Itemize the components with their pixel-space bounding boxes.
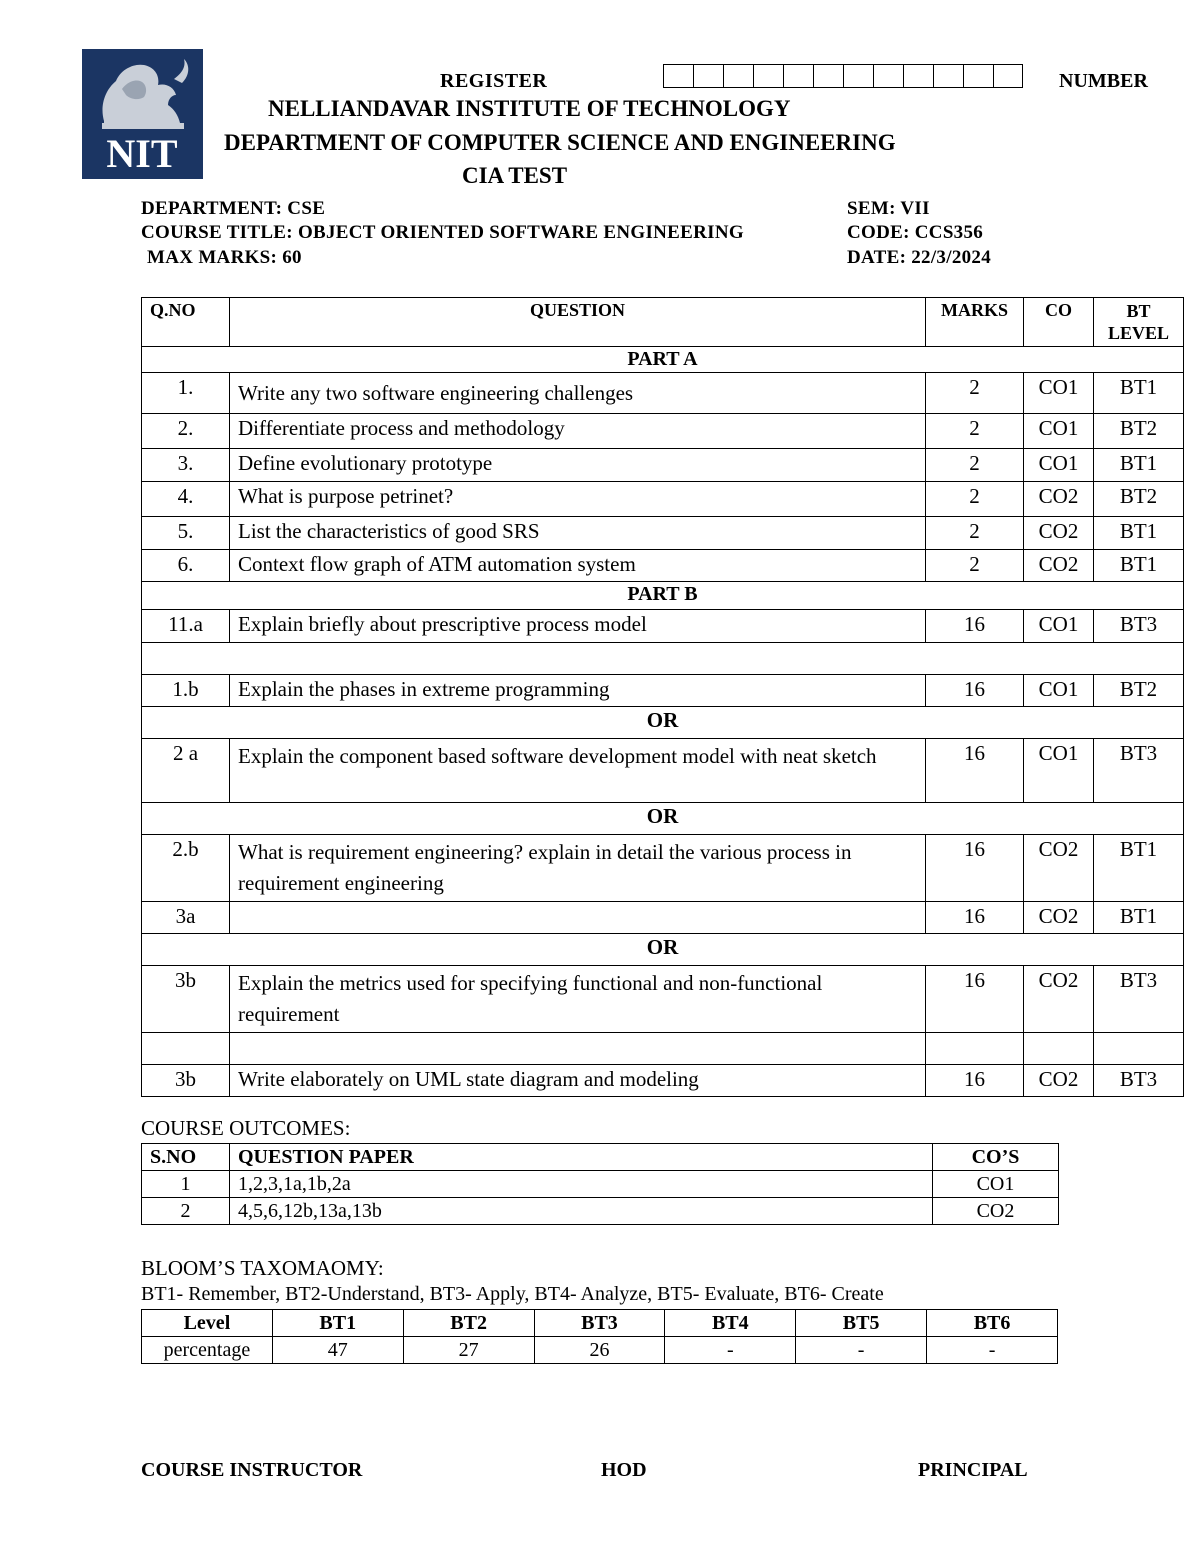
bl-header: BT3 xyxy=(534,1310,665,1337)
table-row xyxy=(142,550,1184,582)
or-label: OR xyxy=(142,707,1184,739)
bt-cell: BT1 xyxy=(1094,902,1184,934)
bt-cell: BT1 xyxy=(1094,449,1184,482)
marks-cell: 2 xyxy=(926,517,1024,550)
marks-cell: 16 xyxy=(926,902,1024,934)
bt-cell: BT3 xyxy=(1094,610,1184,643)
course-outcomes-title: COURSE OUTCOMES: xyxy=(141,1116,351,1140)
meta-sem: SEM: VII xyxy=(847,198,930,219)
marks-cell: 16 xyxy=(926,835,1024,902)
header-question: QUESTION xyxy=(230,298,926,347)
co-header-paper: QUESTION PAPER xyxy=(230,1144,933,1171)
co-cell: CO2 xyxy=(1024,966,1094,1033)
marks-cell: 16 xyxy=(926,675,1024,707)
marks-cell: 2 xyxy=(926,482,1024,517)
part-a-label: PART A xyxy=(142,347,1184,373)
register-digit-box[interactable] xyxy=(873,64,903,88)
question-cell: Differentiate process and methodology xyxy=(230,414,926,449)
co-paper-cell: 1,2,3,1a,1b,2a xyxy=(230,1171,933,1198)
or-label: OR xyxy=(142,934,1184,966)
blooms-description: BT1- Remember, BT2-Understand, BT3- Apply, BT4- Analyze, BT5- Evaluate, BT6- Create xyxy=(141,1283,884,1305)
table-row xyxy=(142,835,1184,902)
question-cell: Write any two software engineering challenges xyxy=(230,373,926,414)
co-sno-cell: 2 xyxy=(142,1198,230,1225)
marks-cell: 2 xyxy=(926,373,1024,414)
qno-cell: 5. xyxy=(142,517,230,550)
co-cell: CO2 xyxy=(1024,835,1094,902)
qno-cell: 4. xyxy=(142,482,230,517)
question-cell: What is requirement engineering? explain in detail the various process in requirement engineering xyxy=(230,835,926,902)
co-cell: CO1 xyxy=(1024,610,1094,643)
header-marks: MARKS xyxy=(926,298,1024,347)
table-row xyxy=(142,1198,1059,1225)
co-header-cos: CO’S xyxy=(933,1144,1059,1171)
meta-course-title: COURSE TITLE: OBJECT ORIENTED SOFTWARE ENGINEERING xyxy=(141,222,744,243)
blooms-table xyxy=(141,1309,1058,1364)
question-cell: Define evolutionary prototype xyxy=(230,449,926,482)
register-digit-box[interactable] xyxy=(843,64,873,88)
qno-cell: 1. xyxy=(142,373,230,414)
qno-cell: 11.a xyxy=(142,610,230,643)
bt-cell: BT2 xyxy=(1094,482,1184,517)
part-b-label: PART B xyxy=(142,582,1184,610)
qno-cell: 3b xyxy=(142,1065,230,1097)
institute-name: NELLIANDAVAR INSTITUTE OF TECHNOLOGY xyxy=(268,96,791,121)
signature-principal: PRINCIPAL xyxy=(918,1459,1028,1481)
qno-cell: 3a xyxy=(142,902,230,934)
bl-header: BT6 xyxy=(927,1310,1058,1337)
register-digit-box[interactable] xyxy=(933,64,963,88)
table-row xyxy=(142,902,1184,934)
course-outcomes-table xyxy=(141,1143,1059,1225)
marks-cell: 2 xyxy=(926,414,1024,449)
bt-cell: BT2 xyxy=(1094,414,1184,449)
bl-value: 27 xyxy=(403,1337,534,1364)
question-cell: List the characteristics of good SRS xyxy=(230,517,926,550)
table-row xyxy=(142,373,1184,414)
question-cell: Context flow graph of ATM automation system xyxy=(230,550,926,582)
table-row xyxy=(142,675,1184,707)
co-cell: CO2 xyxy=(1024,1065,1094,1097)
table-row xyxy=(142,739,1184,803)
marks-cell: 16 xyxy=(926,966,1024,1033)
question-cell: Explain the component based software development model with neat sketch xyxy=(230,739,926,803)
question-cell xyxy=(230,902,926,934)
co-cell: CO2 xyxy=(1024,550,1094,582)
header-bt-level: BT LEVEL xyxy=(1094,298,1184,347)
bl-value: - xyxy=(665,1337,796,1364)
marks-cell: 16 xyxy=(926,739,1024,803)
bl-header: BT2 xyxy=(403,1310,534,1337)
register-digit-box[interactable] xyxy=(963,64,993,88)
register-digit-box[interactable] xyxy=(723,64,753,88)
bl-header: Level xyxy=(142,1310,273,1337)
meta-code: CODE: CCS356 xyxy=(847,222,984,243)
co-sno-cell: 1 xyxy=(142,1171,230,1198)
questions-table xyxy=(141,297,1184,1097)
question-cell: Write elaborately on UML state diagram and modeling xyxy=(230,1065,926,1097)
bt-cell: BT1 xyxy=(1094,517,1184,550)
co-cell: CO2 xyxy=(1024,902,1094,934)
table-row xyxy=(142,1337,1058,1364)
co-cell: CO1 xyxy=(1024,414,1094,449)
register-digit-box[interactable] xyxy=(753,64,783,88)
co-cell: CO2 xyxy=(1024,517,1094,550)
bt-cell: BT1 xyxy=(1094,373,1184,414)
bl-value: - xyxy=(927,1337,1058,1364)
bl-header: BT5 xyxy=(796,1310,927,1337)
department-title: DEPARTMENT OF COMPUTER SCIENCE AND ENGINEERING xyxy=(224,130,896,155)
signature-hod: HOD xyxy=(601,1459,647,1481)
nit-logo xyxy=(82,49,203,179)
register-digit-box[interactable] xyxy=(783,64,813,88)
table-row xyxy=(142,414,1184,449)
table-row xyxy=(142,1065,1184,1097)
register-digit-box[interactable] xyxy=(693,64,723,88)
bt-cell: BT3 xyxy=(1094,739,1184,803)
table-row xyxy=(142,1171,1059,1198)
bt-cell: BT1 xyxy=(1094,550,1184,582)
question-cell: Explain the phases in extreme programming xyxy=(230,675,926,707)
co-cell: CO1 xyxy=(1024,373,1094,414)
qno-cell: 2.b xyxy=(142,835,230,902)
bl-header: BT1 xyxy=(272,1310,403,1337)
qno-cell: 2. xyxy=(142,414,230,449)
logo-text: NIT xyxy=(106,131,178,176)
blank-row xyxy=(142,643,1184,675)
table-row xyxy=(142,449,1184,482)
register-digit-box[interactable] xyxy=(993,64,1023,88)
bl-header: BT4 xyxy=(665,1310,796,1337)
register-digit-box[interactable] xyxy=(813,64,843,88)
co-value-cell: CO1 xyxy=(933,1171,1059,1198)
meta-date: DATE: 22/3/2024 xyxy=(847,247,992,268)
bl-value: - xyxy=(796,1337,927,1364)
qno-cell: 1.b xyxy=(142,675,230,707)
register-digit-box[interactable] xyxy=(663,64,693,88)
marks-cell: 2 xyxy=(926,449,1024,482)
co-cell: CO2 xyxy=(1024,482,1094,517)
bl-value: percentage xyxy=(142,1337,273,1364)
bt-cell: BT1 xyxy=(1094,835,1184,902)
marks-cell: 16 xyxy=(926,1065,1024,1097)
bt-cell: BT3 xyxy=(1094,966,1184,1033)
meta-department: DEPARTMENT: CSE xyxy=(141,198,326,219)
question-cell: What is purpose petrinet? xyxy=(230,482,926,517)
co-header-sno: S.NO xyxy=(142,1144,230,1171)
co-cell: CO1 xyxy=(1024,449,1094,482)
number-label: NUMBER xyxy=(1059,70,1148,92)
register-digit-box[interactable] xyxy=(903,64,933,88)
co-cell: CO1 xyxy=(1024,739,1094,803)
qno-cell: 3. xyxy=(142,449,230,482)
test-name: CIA TEST xyxy=(462,163,568,188)
table-row xyxy=(142,610,1184,643)
or-label: OR xyxy=(142,803,1184,835)
co-paper-cell: 4,5,6,12b,13a,13b xyxy=(230,1198,933,1225)
blooms-title: BLOOM’S TAXOMAOMY: xyxy=(141,1256,384,1280)
question-cell: Explain briefly about prescriptive process model xyxy=(230,610,926,643)
co-value-cell: CO2 xyxy=(933,1198,1059,1225)
register-number-boxes[interactable] xyxy=(663,64,1023,88)
table-row xyxy=(142,482,1184,517)
header-qno: Q.NO xyxy=(142,298,230,347)
blank-row xyxy=(142,1033,1184,1065)
questions-header-row xyxy=(142,298,1184,347)
marks-cell: 2 xyxy=(926,550,1024,582)
table-row xyxy=(142,517,1184,550)
bl-value: 26 xyxy=(534,1337,665,1364)
qno-cell: 3b xyxy=(142,966,230,1033)
table-row xyxy=(142,966,1184,1033)
signature-instructor: COURSE INSTRUCTOR xyxy=(141,1459,363,1481)
co-cell: CO1 xyxy=(1024,675,1094,707)
question-cell: Explain the metrics used for specifying functional and non-functional requirement xyxy=(230,966,926,1033)
qno-cell: 6. xyxy=(142,550,230,582)
marks-cell: 16 xyxy=(926,610,1024,643)
meta-max-marks: MAX MARKS: 60 xyxy=(147,247,302,268)
register-label: REGISTER xyxy=(440,70,548,92)
lion-emblem-icon xyxy=(82,49,203,179)
bt-cell: BT2 xyxy=(1094,675,1184,707)
bl-value: 47 xyxy=(272,1337,403,1364)
bt-cell: BT3 xyxy=(1094,1065,1184,1097)
qno-cell: 2 a xyxy=(142,739,230,803)
header-co: CO xyxy=(1024,298,1094,347)
